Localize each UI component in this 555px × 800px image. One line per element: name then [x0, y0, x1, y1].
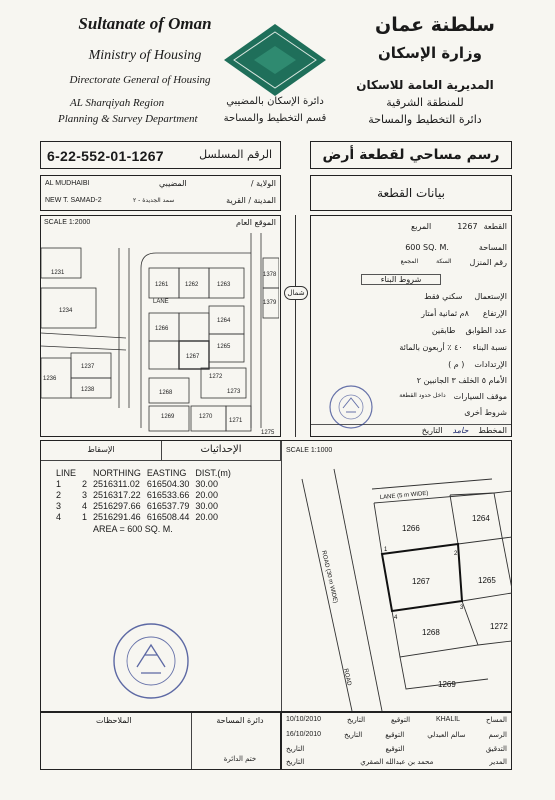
coords-cell: 616508.44 — [146, 512, 190, 522]
draftsman-sign-label: التوقيع — [385, 731, 405, 739]
coords-cell: 30.00 — [195, 501, 218, 511]
gm-plot-1265: 1265 — [217, 344, 231, 350]
en-department: Planning & Survey Department — [58, 113, 198, 125]
plot-data-heading: بيانات القطعة — [377, 186, 445, 200]
plot-date-label: التاريخ — [421, 426, 443, 435]
gm-plot-1266: 1266 — [155, 326, 169, 332]
coords-table — [53, 468, 234, 523]
detail-map-scale: SCALE 1:1000 — [286, 447, 333, 454]
ar-region: للمنطقة الشرقية — [386, 96, 464, 109]
director-row — [282, 758, 511, 766]
checker-label: التدقيق — [485, 745, 507, 753]
document-title: رسم مساحي لقطعة أرض — [322, 147, 500, 163]
dm-plot-1265: 1265 — [478, 576, 496, 585]
location-box — [40, 175, 281, 211]
wilaya-label: الولاية / — [250, 179, 276, 188]
coords-table-wrap — [53, 468, 234, 534]
complex-label: المجمع — [400, 258, 419, 265]
coords-cell: 2516317.22 — [93, 490, 141, 500]
dm-road2-label: ROAD — [342, 668, 352, 687]
general-map — [41, 228, 279, 436]
en-ministry: Ministry of Housing — [88, 48, 202, 63]
gm-plot-1269: 1269 — [161, 414, 175, 420]
footer-right-box — [281, 712, 512, 770]
gm-plot-1270: 1270 — [199, 414, 213, 420]
height-row — [311, 309, 511, 318]
coords-h-line: LINE — [56, 468, 77, 478]
gm-plot-1262: 1262 — [185, 282, 199, 288]
use-row — [311, 292, 511, 301]
director-date-label: التاريخ — [286, 758, 305, 766]
notes-label: الملاحظات — [96, 716, 132, 725]
serial-number: 6-22-552-01-1267 — [47, 148, 164, 164]
wilaya-en: AL MUDHAIBI — [45, 180, 90, 187]
gm-plot-1236: 1236 — [43, 376, 57, 382]
gm-plot-1231: 1231 — [51, 270, 65, 276]
coords-cell: 20.00 — [195, 512, 218, 522]
coords-cell: 616533.66 — [146, 490, 190, 500]
gm-plot-1275: 1275 — [261, 430, 275, 436]
gm-plot-1379: 1379 — [263, 300, 277, 306]
dm-corner-2: 2 — [454, 551, 458, 557]
coords-row — [53, 512, 234, 523]
alley-label: السكة — [436, 258, 452, 265]
dm-plot-1268: 1268 — [422, 628, 440, 637]
surveyor-date: 10/10/2010 — [286, 716, 322, 723]
en-directorate: Directorate General of Housing — [69, 74, 211, 86]
coords-row — [53, 490, 234, 501]
en-region: AL Sharqiyah Region — [70, 97, 165, 109]
coords-row — [53, 479, 234, 490]
gm-plot-1267: 1267 — [186, 354, 200, 360]
plot-row — [311, 222, 511, 231]
surveyor-name: KHALIL — [435, 716, 461, 723]
plot-no: 1267 — [457, 222, 478, 231]
dm-corner-3: 3 — [460, 605, 464, 611]
director-name: محمد بن عبدالله الصقري — [360, 758, 434, 766]
coords-h-easting: EASTING — [146, 468, 187, 478]
draftsman-date: 16/10/2010 — [286, 731, 322, 738]
dm-corner-4: 4 — [394, 615, 398, 621]
draftsman-date-label: التاريخ — [344, 731, 363, 739]
gm-plot-1271: 1271 — [229, 418, 243, 424]
parking-value: داخل حدود القطعة — [399, 392, 446, 399]
conditions-heading: شروط البناء — [361, 274, 441, 285]
setbacks-label: الإرتدادات — [474, 360, 507, 369]
dm-plot-1269: 1269 — [438, 680, 456, 689]
gm-plot-1273: 1273 — [227, 389, 241, 395]
en-country: Sultanate of Oman — [78, 14, 212, 33]
document-title-box — [310, 141, 512, 169]
dm-plot-1264: 1264 — [472, 514, 490, 523]
coords-cell: 4 — [82, 501, 88, 511]
coords-cell: 20.00 — [195, 490, 218, 500]
dm-plot-1272: 1272 — [490, 622, 508, 631]
general-map-scale: SCALE 1:2000 — [44, 219, 91, 226]
area-label: المساحة — [478, 243, 507, 252]
use-label: الإستعمال — [474, 292, 507, 301]
ratio-value: ٤٠ ٪ أربعون بالمائة — [399, 343, 463, 352]
coords-cell: 2 — [82, 479, 88, 489]
ar-mid-office: دائرة الإسكان بالمضيبي — [226, 96, 324, 107]
dm-lane-label: LANE (5 m WIDE) — [379, 490, 429, 501]
gm-plot-1234: 1234 — [59, 308, 73, 314]
setbacks-value: الأمام ٥ الخلف ٣ الجانبين ٢ — [416, 376, 507, 385]
surveyor-label: المساح — [485, 716, 507, 724]
north-arrow-label: شمال — [284, 286, 308, 300]
general-map-box — [40, 215, 281, 437]
plot-data-heading-box — [310, 175, 512, 211]
town-en: NEW T. SAMAD-2 — [45, 197, 102, 204]
draftsman-row — [282, 731, 511, 739]
dm-plot-1267: 1267 — [412, 577, 430, 586]
stamp-icon — [328, 384, 374, 430]
general-map-lane: LANE — [153, 299, 169, 305]
coords-cell: 3 — [56, 501, 62, 511]
plot-label: القطعة — [483, 222, 507, 231]
ar-mid-section: قسم التخطيط والمساحة — [223, 113, 327, 124]
footer-left-box — [40, 712, 281, 770]
general-map-label: الموقع العام — [236, 218, 276, 227]
coords-cell: 2516291.46 — [93, 512, 141, 522]
gm-plot-1237: 1237 — [81, 364, 95, 370]
area-value: 600 SQ. M. — [405, 243, 449, 252]
director-label: المدير — [489, 758, 507, 766]
parking-label: موقف السيارات — [453, 392, 507, 401]
house-label: رقم المنزل — [469, 258, 507, 267]
planner-label: المخطط — [478, 426, 507, 435]
coords-area: AREA = 600 SQ. M. — [93, 524, 173, 534]
detail-map-area — [281, 441, 511, 711]
floors-value: طابقين — [431, 326, 456, 335]
coords-h-northing: NORTHING — [93, 468, 141, 478]
gm-plot-1261: 1261 — [155, 282, 169, 288]
surveyor-date-label: التاريخ — [346, 716, 366, 724]
ar-ministry: وزارة الإسكان — [377, 44, 483, 62]
dm-plot-1266: 1266 — [402, 524, 420, 533]
coords-cell: 1 — [56, 479, 62, 489]
coords-cell: 2516297.66 — [93, 501, 141, 511]
use-value: سكني فقط — [424, 292, 463, 301]
height-label: الإرتفاع — [482, 309, 507, 318]
checker-sign-label: التوقيع — [385, 745, 405, 753]
gm-plot-1272: 1272 — [209, 374, 223, 380]
ar-country: سلطنة عمان — [375, 14, 495, 36]
seal-label: ختم الدائرة — [223, 755, 257, 763]
coords-heading-bar — [41, 441, 281, 461]
coords-heading-divider — [161, 441, 162, 460]
planner-sign: حامد — [452, 426, 469, 435]
surveyor-row — [282, 716, 511, 724]
block-label: المربع — [411, 222, 432, 231]
setbacks-unit: ( م ) — [448, 360, 465, 369]
ratio-row — [311, 343, 511, 352]
gm-plot-1238: 1238 — [81, 387, 95, 393]
coords-cell: 2 — [56, 490, 62, 500]
survey-office-label: دائرة المساحة — [216, 716, 264, 725]
gm-plot-1268: 1268 — [159, 390, 173, 396]
serial-label: الرقم المسلسل — [199, 148, 272, 161]
coordinates-box — [40, 440, 512, 712]
coords-row — [53, 501, 234, 512]
height-value: ٨م ثمانية أمتار — [421, 309, 469, 318]
ministry-logo-icon — [222, 22, 328, 98]
checker-row — [282, 745, 511, 753]
wilaya-ar: المضيبي — [159, 179, 187, 188]
serial-box — [40, 141, 281, 169]
surveyor-sign-label: التوقيع — [391, 716, 411, 724]
town-ar: سمد الجديدة - ٢ — [133, 197, 175, 204]
house-row — [311, 258, 511, 267]
coords-cell: 3 — [82, 490, 88, 500]
north-divider — [295, 215, 296, 437]
coords-heading: الإحداثيات — [200, 444, 242, 455]
seal-emblem-icon — [111, 621, 191, 701]
floors-label: عدد الطوابق — [465, 326, 507, 335]
ratio-label: نسبة البناء — [472, 343, 507, 352]
coords-h-dist: DIST.(m) — [195, 468, 231, 478]
coords-cell: 30.00 — [195, 479, 218, 489]
coords-h-blank — [79, 468, 90, 479]
draftsman-label: الرسم — [488, 731, 507, 739]
coords-header-row — [53, 468, 234, 479]
area-row — [311, 243, 511, 252]
gm-plot-1264: 1264 — [217, 318, 231, 324]
detail-map — [282, 459, 512, 711]
ar-department: دائرة التخطيط والمساحة — [368, 113, 482, 126]
coords-cell: 616537.79 — [146, 501, 190, 511]
dm-road-label: ROAD (30 m WIDE) — [320, 550, 338, 604]
town-label: المدينة / القرية — [226, 196, 276, 205]
coords-cell: 1 — [82, 512, 88, 522]
coords-cell: 2516311.02 — [93, 479, 140, 489]
ar-directorate: المديرية العامة للاسكان — [356, 78, 494, 92]
dm-corner-1: 1 — [384, 547, 388, 553]
gm-plot-1378: 1378 — [263, 272, 277, 278]
setbacks-row — [311, 360, 511, 369]
gm-plot-1263: 1263 — [217, 282, 231, 288]
other-label: شروط أخرى — [464, 408, 507, 417]
coords-projection: الإسقاط — [87, 445, 115, 454]
floors-row — [311, 326, 511, 335]
footer-divider — [191, 713, 192, 769]
checker-date-label: التاريخ — [286, 745, 305, 753]
coords-cell: 4 — [56, 512, 62, 522]
draftsman-name: سالم العبدلي — [427, 731, 466, 739]
coords-cell: 616504.30 — [146, 479, 190, 489]
